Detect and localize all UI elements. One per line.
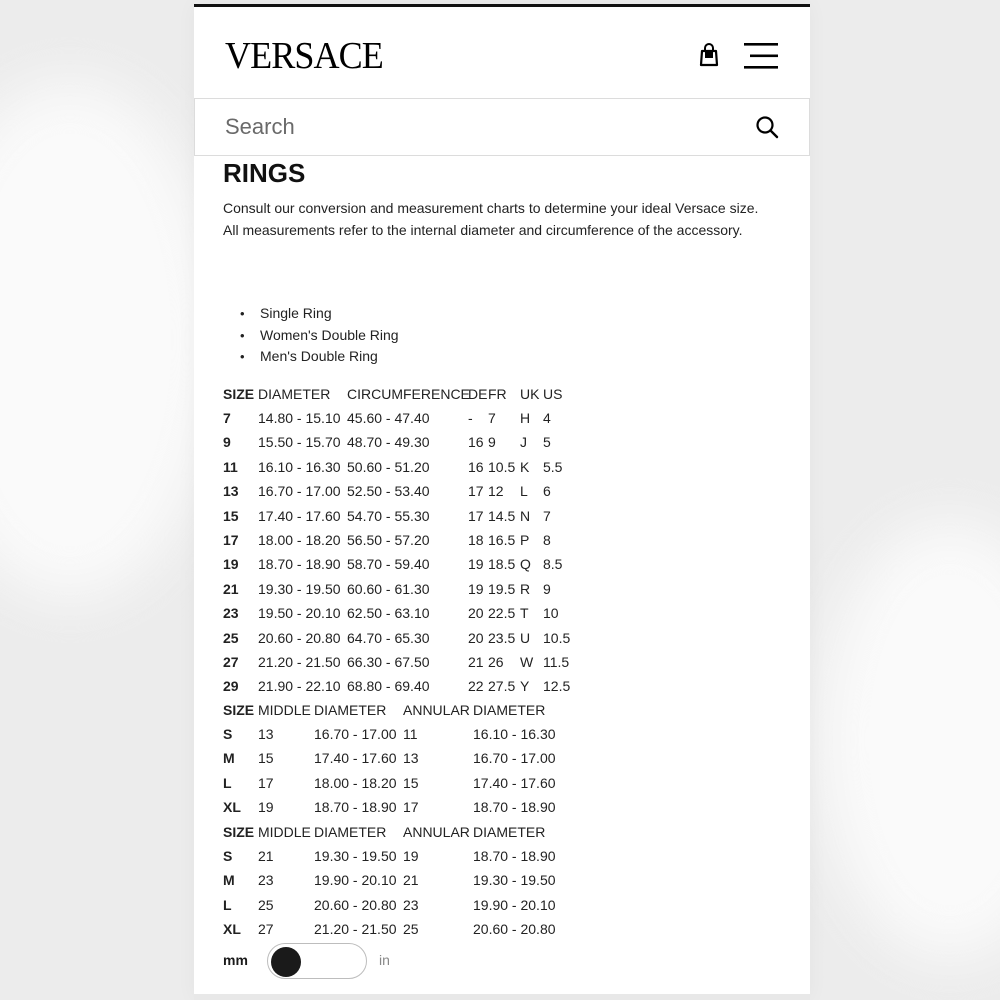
table-cell: 9: [223, 434, 231, 451]
table-cell: 9: [543, 580, 551, 597]
table-cell: K: [520, 458, 530, 475]
table-cell: 45.60 - 47.40: [347, 410, 430, 426]
table-cell: 19.50 - 20.10: [258, 605, 341, 622]
table-cell: 5.5: [543, 458, 563, 475]
table-cell: 58.70 - 59.40: [347, 556, 430, 573]
table-cell: 14.5: [488, 507, 516, 524]
table-cell: 17: [468, 507, 484, 524]
list-item[interactable]: • Single Ring: [260, 303, 399, 325]
table-cell: 27: [223, 654, 239, 670]
table-cell: 54.70 - 55.30: [347, 507, 430, 524]
table-cell: 50.60 - 51.20: [347, 458, 430, 475]
table-cell: 16.70 - 17.00: [258, 483, 341, 500]
table-cell: 26: [488, 654, 504, 670]
table-cell: 13: [403, 750, 419, 767]
table-cell: P: [520, 532, 530, 548]
table-cell: 48.70 - 49.30: [347, 434, 430, 451]
unit-switch[interactable]: [267, 943, 367, 979]
table-cell: 17.40 - 17.60: [258, 507, 341, 524]
table-cell: 19.30 - 19.50: [473, 872, 556, 889]
table-cell: 6: [543, 483, 551, 500]
table-cell: 23: [223, 605, 239, 622]
table-cell: -: [468, 410, 473, 426]
table-cell: 20.60 - 20.80: [473, 921, 556, 938]
table-cell: 25: [258, 896, 274, 913]
table-cell: 18.70 - 18.90: [473, 848, 556, 864]
table-cell: 18.70 - 18.90: [258, 556, 341, 573]
table-cell: 7: [543, 507, 551, 524]
table-cell: 8: [543, 532, 551, 548]
background-blur: [820, 520, 1000, 960]
table-cell: U: [520, 629, 531, 646]
table-cell: 21: [468, 654, 484, 670]
table-cell: XL: [223, 921, 241, 938]
table-cell: 18: [468, 532, 484, 548]
table-cell: 13: [223, 483, 239, 500]
page-title: RINGS: [223, 158, 306, 188]
table-cell: 19.5: [488, 580, 516, 597]
table-cell: 17.40 - 17.60: [314, 750, 397, 767]
table-cell: 66.30 - 67.50: [347, 654, 430, 670]
versace-logo[interactable]: VERSACE: [225, 35, 383, 77]
table-cell: 14.80 - 15.10: [258, 410, 341, 426]
table-header-cell: UK: [520, 386, 540, 402]
table-cell: Q: [520, 556, 531, 573]
site-header: [194, 7, 810, 99]
table-cell: 16.5: [488, 532, 516, 548]
table-cell: 7: [223, 410, 231, 426]
page-bottom-edge: [194, 994, 810, 1000]
table-cell: 19.90 - 20.10: [314, 872, 397, 889]
table-cell: 23: [403, 896, 419, 913]
table-header-cell: ANNULAR: [403, 702, 470, 718]
table-cell: L: [223, 774, 232, 791]
table-cell: W: [520, 654, 534, 670]
table-header-cell: DE: [468, 386, 488, 402]
search-bar: [194, 98, 810, 156]
table-cell: T: [520, 605, 529, 622]
unit-toggle: [223, 942, 523, 982]
table-cell: 56.50 - 57.20: [347, 532, 430, 548]
table-cell: 12: [488, 483, 504, 500]
table-cell: 21: [223, 580, 239, 597]
table-cell: 7: [488, 410, 496, 426]
table-cell: 8.5: [543, 556, 563, 573]
table-cell: 19: [258, 799, 274, 816]
table-cell: 17: [223, 532, 239, 548]
table-header-cell: ANNULAR: [403, 824, 470, 840]
table-header-cell: MIDDLE: [258, 702, 311, 718]
table-cell: 15: [223, 507, 239, 524]
table-cell: 11.5: [543, 654, 570, 670]
table-header-cell: SIZE: [223, 702, 255, 718]
table-cell: 21.90 - 22.10: [258, 678, 341, 695]
table-cell: 18.00 - 18.20: [258, 532, 341, 548]
table-cell: 20: [468, 605, 484, 622]
table-cell: 16.70 - 17.00: [314, 726, 397, 742]
table-header-cell: SIZE: [223, 824, 255, 840]
table-header-cell: DIAMETER: [314, 824, 387, 840]
table-cell: Y: [520, 678, 530, 695]
table-cell: XL: [223, 799, 241, 816]
table-cell: 16: [468, 434, 484, 451]
table-cell: M: [223, 750, 235, 767]
table-cell: N: [520, 507, 531, 524]
table-header-cell: CIRCUMFERENCE: [347, 386, 470, 402]
table-cell: 20.60 - 20.80: [258, 629, 341, 646]
table-header-cell: SIZE: [223, 386, 255, 402]
table-cell: 29: [223, 678, 239, 695]
table-cell: 16.70 - 17.00: [473, 750, 556, 767]
table-header-cell: DIAMETER: [473, 824, 546, 840]
table-cell: 64.70 - 65.30: [347, 629, 430, 646]
table-cell: 19.90 - 20.10: [473, 896, 556, 913]
table-cell: 10.5: [488, 458, 516, 475]
table-cell: 62.50 - 63.10: [347, 605, 430, 622]
table-cell: 18.70 - 18.90: [473, 799, 556, 816]
table-cell: L: [223, 896, 232, 913]
table-cell: 68.80 - 69.40: [347, 678, 430, 695]
table-cell: 4: [543, 410, 551, 426]
table-cell: L: [520, 483, 528, 500]
table-header-cell: US: [543, 386, 563, 402]
table-cell: 16.10 - 16.30: [473, 726, 556, 742]
unit-mm-label: mm: [223, 952, 248, 968]
table-cell: 21.20 - 21.50: [258, 654, 341, 670]
table-cell: 21.20 - 21.50: [314, 921, 397, 938]
table-cell: 25: [403, 921, 419, 938]
table-cell: 60.60 - 61.30: [347, 580, 430, 597]
table-cell: M: [223, 872, 235, 889]
table-cell: 19.30 - 19.50: [258, 580, 341, 597]
table-cell: 20: [468, 629, 484, 646]
intro-text: Consult our conversion and measurement charts to determine your ideal Versace size. All measurements refer to the internal diameter and circumference of the accessory.: [223, 200, 759, 238]
table-cell: 16.10 - 16.30: [258, 458, 341, 475]
table-cell: 10.5: [543, 629, 571, 646]
ring-type-list: [260, 303, 399, 368]
table-cell: 25: [223, 629, 239, 646]
table-cell: 15.50 - 15.70: [258, 434, 341, 451]
table-cell: 20.60 - 20.80: [314, 896, 397, 913]
shopping-bag-icon[interactable]: [699, 43, 719, 67]
table-cell: 27: [258, 921, 274, 938]
table-cell: 23.5: [488, 629, 516, 646]
table-cell: 22: [468, 678, 484, 695]
table-cell: H: [520, 410, 531, 426]
table-cell: J: [520, 434, 527, 451]
list-item[interactable]: • Men's Double Ring: [260, 346, 399, 368]
table-cell: 17: [468, 483, 484, 500]
table-cell: R: [520, 580, 531, 597]
table-cell: 18.00 - 18.20: [314, 774, 397, 791]
table-cell: 11: [403, 726, 418, 742]
table-cell: 11: [223, 458, 238, 475]
hamburger-menu-icon[interactable]: [744, 42, 780, 70]
table-cell: 19: [403, 848, 419, 864]
unit-in-label: in: [379, 952, 390, 968]
table-cell: 22.5: [488, 605, 516, 622]
table-cell: 12.5: [543, 678, 571, 695]
table-cell: 15: [258, 750, 274, 767]
table-header-cell: DIAMETER: [473, 702, 546, 718]
table-header-cell: MIDDLE: [258, 824, 311, 840]
table-cell: 19.30 - 19.50: [314, 848, 397, 864]
table-cell: 17.40 - 17.60: [473, 774, 556, 791]
background-blur: [0, 80, 220, 600]
table-cell: 5: [543, 434, 551, 451]
phone-screen: [194, 4, 810, 1000]
table-cell: 52.50 - 53.40: [347, 483, 430, 500]
unit-switch-knob[interactable]: [271, 947, 301, 977]
table-cell: 13: [258, 726, 274, 742]
list-item[interactable]: • Women's Double Ring: [260, 325, 399, 347]
table-cell: 19: [468, 580, 484, 597]
table-cell: 10: [543, 605, 559, 622]
table-cell: 17: [258, 774, 274, 791]
table-cell: 9: [488, 434, 496, 451]
table-cell: 23: [258, 872, 274, 889]
table-header-cell: DIAMETER: [314, 702, 387, 718]
table-cell: 17: [403, 799, 419, 816]
table-cell: 21: [403, 872, 419, 889]
table-cell: 15: [403, 774, 419, 791]
table-header-cell: FR: [488, 386, 507, 402]
table-cell: 16: [468, 458, 484, 475]
table-cell: 18.70 - 18.90: [314, 799, 397, 816]
table-cell: 18.5: [488, 556, 516, 573]
table-header-cell: DIAMETER: [258, 386, 331, 402]
search-input[interactable]: [225, 111, 725, 143]
table-cell: 27.5: [488, 678, 516, 695]
search-icon[interactable]: [755, 115, 779, 139]
table-cell: 19: [468, 556, 484, 573]
table-cell: S: [223, 848, 233, 864]
table-cell: S: [223, 726, 233, 742]
table-cell: 19: [223, 556, 239, 573]
table-cell: 21: [258, 848, 274, 864]
